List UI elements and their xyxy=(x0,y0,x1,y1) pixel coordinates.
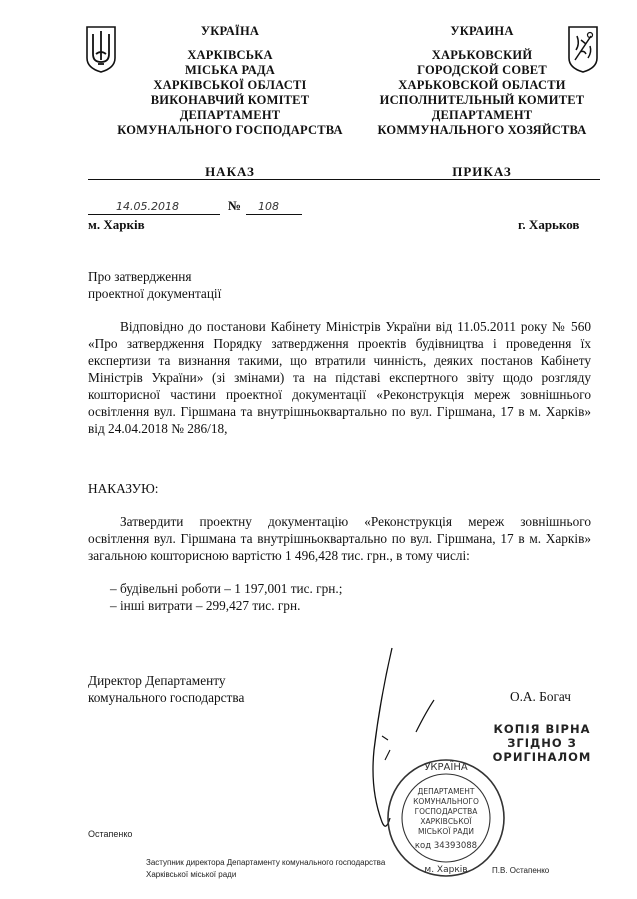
org-line: ДЕПАРТАМЕНТ xyxy=(431,108,533,122)
org-line: ХАРКІВСЬКА xyxy=(187,48,273,62)
order-date: 14.05.2018 xyxy=(116,200,179,213)
seal-center-line: МІСЬКОЇ РАДИ xyxy=(417,827,475,836)
position-line: комунального господарства xyxy=(88,690,245,705)
subject-line: Про затвердження xyxy=(88,269,192,284)
list-item: – будівельні роботи – 1 197,001 тис. грн.; xyxy=(110,581,343,596)
list-item: – інші витрати – 299,427 тис. грн. xyxy=(110,598,301,613)
round-seal-stamp xyxy=(384,756,508,880)
city-ua: м. Харків xyxy=(88,217,145,232)
footer-line: Харківської міської ради xyxy=(146,870,237,879)
number-line xyxy=(246,214,302,215)
seal-center-line: ГОСПОДАРСТВА xyxy=(414,807,478,816)
org-line: КОММУНАЛЬНОГО ХОЗЯЙСТВА xyxy=(377,123,587,137)
org-line: МІСЬКА РАДА xyxy=(184,63,276,77)
footer-line: Заступник директора Департаменту комунального господарства xyxy=(146,858,386,867)
cost-list xyxy=(110,580,342,614)
director-name: О.А. Богач xyxy=(510,689,571,704)
seal-code: код 34393088 xyxy=(414,841,478,851)
date-number-row xyxy=(88,198,308,216)
org-line: ХАРЬКОВСКОЙ ОБЛАСТИ xyxy=(398,78,566,92)
country-ua: УКРАЇНА xyxy=(200,24,260,38)
position-line: Директор Департаменту xyxy=(88,673,226,688)
org-line: ВИКОНАВЧИЙ КОМІТЕТ xyxy=(150,93,310,107)
date-line xyxy=(88,214,220,215)
country-ru: УКРАИНА xyxy=(450,24,514,38)
order-number: 108 xyxy=(258,200,279,213)
seal-top-text: УКРАЇНА xyxy=(424,762,468,773)
header-rule xyxy=(88,179,600,180)
header-left-ua xyxy=(100,24,360,138)
director-position xyxy=(88,672,244,706)
seal-center-line: ХАРКІВСЬКОЇ xyxy=(420,817,472,826)
number-symbol: № xyxy=(228,198,242,213)
order-subject xyxy=(88,268,221,302)
executor-name: Остапенко xyxy=(88,829,133,839)
approve-paragraph: Затвердити проектну документацію «Реконструкція мереж зовнішнього освітлення вул. Гіршмана та внутрішньоквартально по вул. Гіршмана, 17 в м. Харків» загальною кошторисною вартістю 1 496,428 тис. грн., в тому числі: xyxy=(88,514,591,563)
order-word-ua: НАКАЗ xyxy=(205,164,255,179)
footer-certifier-title xyxy=(146,857,385,881)
org-line: ХАРЬКОВСКИЙ xyxy=(431,48,533,62)
org-line: ДЕПАРТАМЕНТ xyxy=(179,108,281,122)
order-word-ru: ПРИКАЗ xyxy=(452,164,512,179)
org-line: ИСПОЛНИТЕЛЬНЫЙ КОМИТЕТ xyxy=(379,93,585,107)
stamp-line: КОПІЯ ВІРНА xyxy=(493,722,591,736)
stamp-line: ЗГІДНО З xyxy=(507,736,577,750)
org-line: КОМУНАЛЬНОГО ГОСПОДАРСТВА xyxy=(117,123,343,137)
org-line: ХАРКІВСЬКОЇ ОБЛАСТІ xyxy=(153,78,307,92)
seal-bottom-text: м. Харків xyxy=(424,865,468,875)
org-line: ГОРОДСКОЙ СОВЕТ xyxy=(417,63,547,77)
city-ru: г. Харьков xyxy=(518,217,580,232)
preamble-paragraph: Відповідно до постанови Кабінету Міністрів України від 11.05.2011 року № 560 «Про затвердження Порядку затвердження проектів будівництва і проведення їх експертизи та визнання такими, що втратили чинність, деяких постанов Кабінету Міністрів України» (зі змінами) та на підставі експертного звіту щодо розгляду кошторисної частини проектної документації «Реконструкція мереж зовнішнього освітлення вул. Гіршмана та внутрішньоквартально по вул. Гіршмана, 17 в м. Харків» від 24.04.2018 № 286/18, xyxy=(88,319,591,436)
footer-certifier-name: П.В. Остапенко xyxy=(492,866,550,875)
subject-line: проектної документації xyxy=(88,286,222,301)
header-right-ru xyxy=(352,24,612,138)
stamp-line: ОРИГІНАЛОМ xyxy=(492,750,592,764)
seal-center-line: ДЕПАРТАМЕНТ xyxy=(417,787,475,796)
seal-center-line: КОМУНАЛЬНОГО xyxy=(413,797,479,806)
order-heading: НАКАЗУЮ: xyxy=(88,481,159,496)
